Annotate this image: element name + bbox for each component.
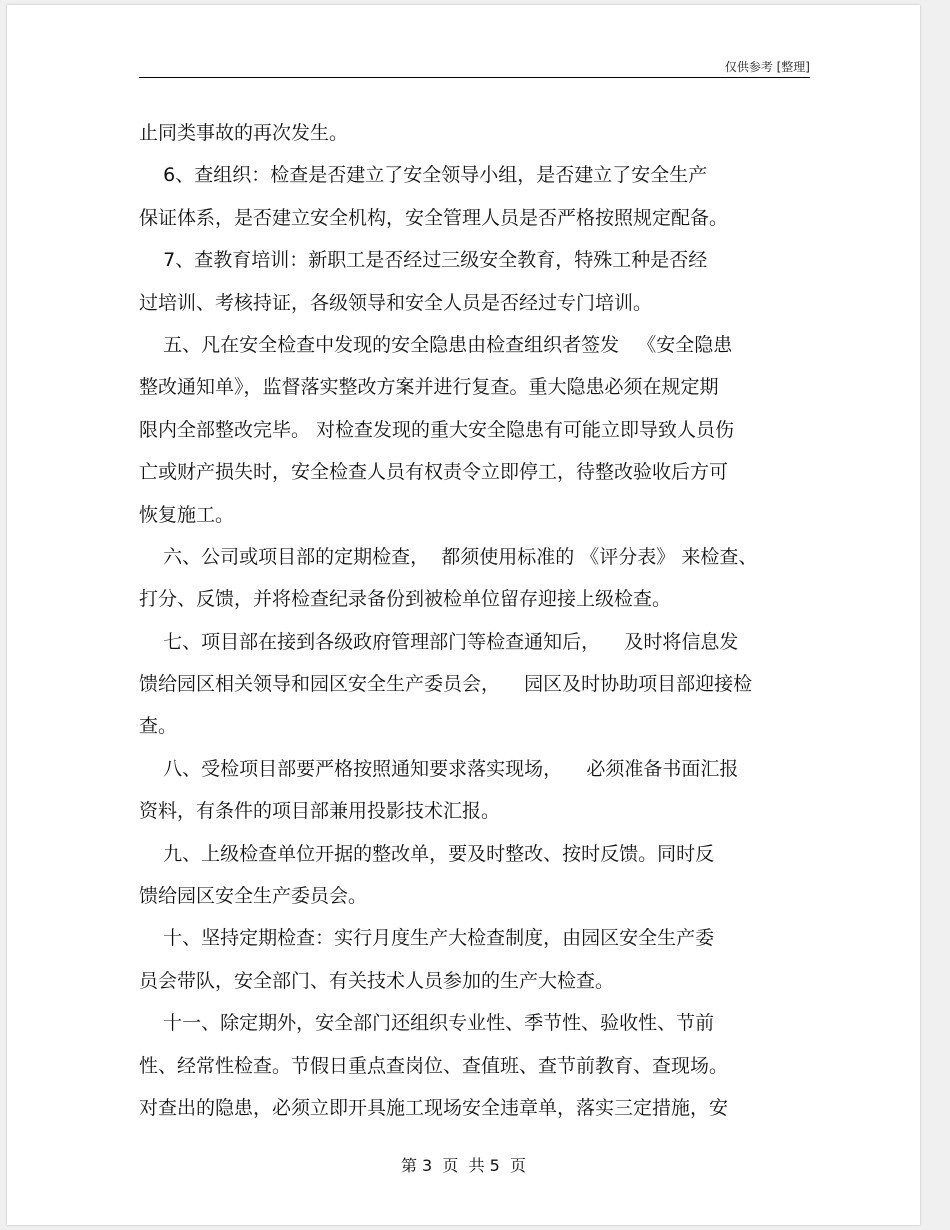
text-line: 七、项目部在接到各级政府管理部门等检查通知后， 及时将信息发 xyxy=(139,630,739,653)
text-line: 八、受检项目部要严格按照通知要求落实现场， 必须准备书面汇报 xyxy=(139,757,739,780)
text-line: 打分、反馈，并将检查纪录备份到被检单位留存迎接上级检查。 xyxy=(139,588,672,611)
text-line: 止同类事故的再次发生。 xyxy=(139,122,349,144)
text-line: 查。 xyxy=(139,715,178,738)
page-header xyxy=(139,57,810,78)
text-line: 7、查教育培训：新职工是否经过三级安全教育，特殊工种是否经 xyxy=(139,249,708,272)
header-note: 仅供参考 [整理] xyxy=(724,60,810,74)
text-line: 十、坚持定期检查：实行月度生产大检查制度，由园区安全生产委 xyxy=(139,927,715,950)
text-line: 限内全部整改完毕。 对检查发现的重大安全隐患有可能立即导致人员伤 xyxy=(139,418,735,441)
text-line: 亡或财产损失时，安全检查人员有权责令立即停工，待整改验收后方可 xyxy=(139,461,729,484)
body-text xyxy=(139,112,819,1129)
text-line: 五、凡在安全检查中发现的安全隐患由检查组织者签发 《安全隐患 xyxy=(139,333,733,356)
text-line: 性、经常性检查。节假日重点查岗位、查值班、查节前教育、查现场。 xyxy=(139,1054,729,1077)
text-line: 九、上级检查单位开据的整改单，要及时整改、按时反馈。同时反 xyxy=(139,842,715,865)
text-line: 馈给园区相关领导和园区安全生产委员会， 园区及时协助项目部迎接检 xyxy=(139,673,753,696)
text-line: 保证体系，是否建立安全机构，安全管理人员是否严格按照规定配备。 xyxy=(139,206,729,229)
text-line: 整改通知单》，监督落实整改方案并进行复查。重大隐患必须在规定期 xyxy=(139,376,719,399)
text-line: 对查出的隐患，必须立即开具施工现场安全违章单，落实三定措施，安 xyxy=(139,1096,729,1119)
text-line: 6、查组织：检查是否建立了安全领导小组，是否建立了安全生产 xyxy=(139,164,708,187)
text-line: 资料，有条件的项目部兼用投影技术汇报。 xyxy=(139,800,501,823)
text-line: 恢复施工。 xyxy=(139,503,235,526)
document-page xyxy=(7,5,920,1225)
text-line: 员会带队，安全部门、有关技术人员参加的生产大检查。 xyxy=(139,969,615,992)
text-line: 过培训、考核持证，各级领导和安全人员是否经过专门培训。 xyxy=(139,291,653,314)
text-line: 馈给园区安全生产委员会。 xyxy=(139,885,368,908)
page-number: 第 3 页 共 5 页 xyxy=(400,1156,527,1175)
text-line: 六、公司或项目部的定期检查， 都须使用标准的 《评分表》 来检查、 xyxy=(139,545,758,568)
text-line: 十一、除定期外，安全部门还组织专业性、季节性、验收性、节前 xyxy=(139,1012,715,1035)
